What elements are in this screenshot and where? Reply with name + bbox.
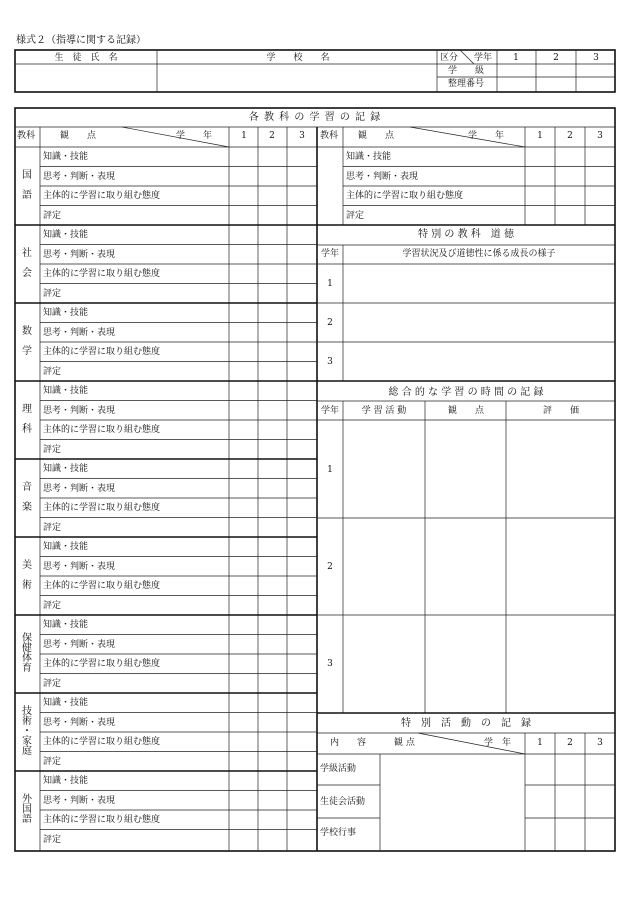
left-viewpoint-label: 知識・技能: [43, 230, 89, 240]
left-subject-name: 技 術 ・ 家 庭: [22, 706, 32, 757]
moral-grade-1: 1: [327, 279, 333, 289]
special-item-class: 学級活動: [320, 764, 357, 774]
left-viewpoint-label: 知識・技能: [43, 464, 89, 474]
integrated-col-eval: 評 価: [542, 406, 580, 416]
left-viewpoint-label: 思考・判断・表現: [43, 795, 116, 806]
left-viewpoint-label: 主体的に学習に取り組む態度: [43, 191, 161, 201]
grade-1-right: 1: [537, 131, 543, 141]
left-viewpoint-label: 評定: [43, 210, 62, 221]
left-viewpoint-label: 知識・技能: [43, 152, 89, 162]
left-viewpoint-label: 知識・技能: [43, 620, 89, 630]
left-viewpoint-label: 知識・技能: [43, 776, 89, 786]
col-grade-right: 学 年: [468, 131, 505, 141]
left-viewpoint-label: 主体的に学習に取り組む態度: [43, 503, 161, 513]
subjects-section-title: 各 教 科 の 学 習 の 記 録: [248, 112, 382, 123]
left-viewpoint-label: 思考・判断・表現: [43, 249, 116, 260]
left-viewpoint-label: 主体的に学習に取り組む態度: [43, 815, 161, 825]
special-grade-3: 3: [597, 738, 603, 748]
left-viewpoint-label: 評定: [43, 366, 62, 377]
col-subject-right: 教科: [320, 131, 339, 141]
right-viewpoint-label: 知識・技能: [346, 152, 392, 162]
grade-3-left: 3: [299, 131, 305, 141]
col-viewpoint-left: 観 点: [60, 131, 97, 141]
grade-3-right: 3: [597, 131, 603, 141]
school-name-label: 学 校 名: [266, 53, 330, 63]
left-viewpoint-label: 知識・技能: [43, 542, 89, 552]
left-viewpoint-label: 知識・技能: [43, 386, 89, 396]
moral-grade-3: 3: [327, 357, 333, 367]
left-viewpoint-label: 知識・技能: [43, 308, 89, 318]
grade-2-right: 2: [567, 131, 573, 141]
integrated-col-activity: 学 習 活 動: [361, 406, 407, 416]
left-subject-name: 理 科: [22, 404, 32, 435]
special-title: 特 別 活 動 の 記 録: [401, 718, 531, 729]
left-viewpoint-label: 思考・判断・表現: [43, 483, 116, 494]
left-viewpoint-label: 主体的に学習に取り組む態度: [43, 659, 161, 669]
left-subject-name: 保 健 体 育: [22, 633, 32, 674]
left-viewpoint-label: 評定: [43, 522, 62, 533]
left-viewpoint-label: 思考・判断・表現: [43, 639, 116, 650]
left-viewpoint-label: 思考・判断・表現: [43, 327, 116, 338]
class-label: 学 級: [447, 66, 485, 76]
left-viewpoint-label: 主体的に学習に取り組む態度: [43, 425, 161, 435]
integrated-title: 総 合 的 な 学 習 の 時 間 の 記 録: [388, 387, 544, 398]
special-col-grade: 学 年: [484, 738, 512, 748]
left-subject-name: 社 会: [22, 248, 32, 279]
col-subject-left: 教科: [17, 131, 36, 141]
special-col-viewpoint: 観 点: [394, 738, 415, 748]
grade-2-left: 2: [269, 131, 275, 141]
header-grade-label: 学年: [474, 53, 493, 63]
left-viewpoint-label: 知識・技能: [43, 698, 89, 708]
moral-grade-2: 2: [327, 318, 333, 328]
left-viewpoint-label: 評定: [43, 444, 62, 455]
left-viewpoint-label: 評定: [43, 756, 62, 767]
col-viewpoint-right: 観 点: [358, 131, 395, 141]
integrated-grade-1: 1: [327, 465, 333, 475]
kubun-label: 区分: [440, 53, 459, 63]
right-viewpoint-label: 評定: [346, 210, 365, 221]
student-name-label: 生 徒 氏 名: [54, 53, 118, 63]
integrated-grade-3: 3: [327, 659, 333, 669]
form-title: 様式２（指導に関する記録）: [16, 35, 146, 46]
left-viewpoint-label: 主体的に学習に取り組む態度: [43, 737, 161, 747]
integrated-col-viewpoint: 観 点: [447, 406, 485, 416]
moral-col-grade: 学年: [320, 249, 340, 259]
left-viewpoint-label: 思考・判断・表現: [43, 171, 116, 182]
left-viewpoint-label: 思考・判断・表現: [43, 561, 116, 572]
col-grade-left: 学 年: [176, 131, 213, 141]
left-viewpoint-label: 主体的に学習に取り組む態度: [43, 269, 161, 279]
left-viewpoint-label: 主体的に学習に取り組む態度: [43, 581, 161, 591]
moral-title: 特 別 の 教 科 道 徳: [418, 229, 514, 240]
header-grade-2: 2: [553, 53, 559, 63]
right-viewpoint-label: 主体的に学習に取り組む態度: [346, 191, 464, 201]
left-viewpoint-label: 思考・判断・表現: [43, 405, 116, 416]
header-grade-1: 1: [513, 53, 519, 63]
left-subject-name: 国 語: [22, 170, 32, 201]
moral-col-content: 学習状況及び道徳性に係る成長の様子: [402, 249, 556, 259]
special-grade-1: 1: [537, 738, 543, 748]
left-subject-name: 数 学: [22, 326, 32, 357]
special-col-content: 内 容: [329, 738, 367, 748]
special-item-council: 生徒会活動: [320, 797, 366, 807]
left-viewpoint-label: 評定: [43, 834, 62, 845]
left-viewpoint-label: 評定: [43, 678, 62, 689]
left-viewpoint-label: 思考・判断・表現: [43, 717, 116, 728]
integrated-col-grade: 学年: [320, 406, 340, 416]
left-subject-name: 美 術: [22, 560, 32, 591]
left-viewpoint-label: 評定: [43, 600, 62, 611]
special-grade-2: 2: [567, 738, 573, 748]
right-viewpoint-label: 思考・判断・表現: [346, 171, 419, 182]
integrated-grade-2: 2: [327, 562, 333, 572]
number-label: 整理番号: [447, 79, 485, 89]
special-item-events: 学校行事: [320, 828, 357, 838]
left-viewpoint-label: 主体的に学習に取り組む態度: [43, 347, 161, 357]
left-subject-name: 音 楽: [22, 482, 32, 513]
left-subject-name: 外 国 語: [22, 794, 32, 825]
grade-1-left: 1: [241, 131, 247, 141]
left-viewpoint-label: 評定: [43, 288, 62, 299]
header-grade-3: 3: [593, 53, 599, 63]
